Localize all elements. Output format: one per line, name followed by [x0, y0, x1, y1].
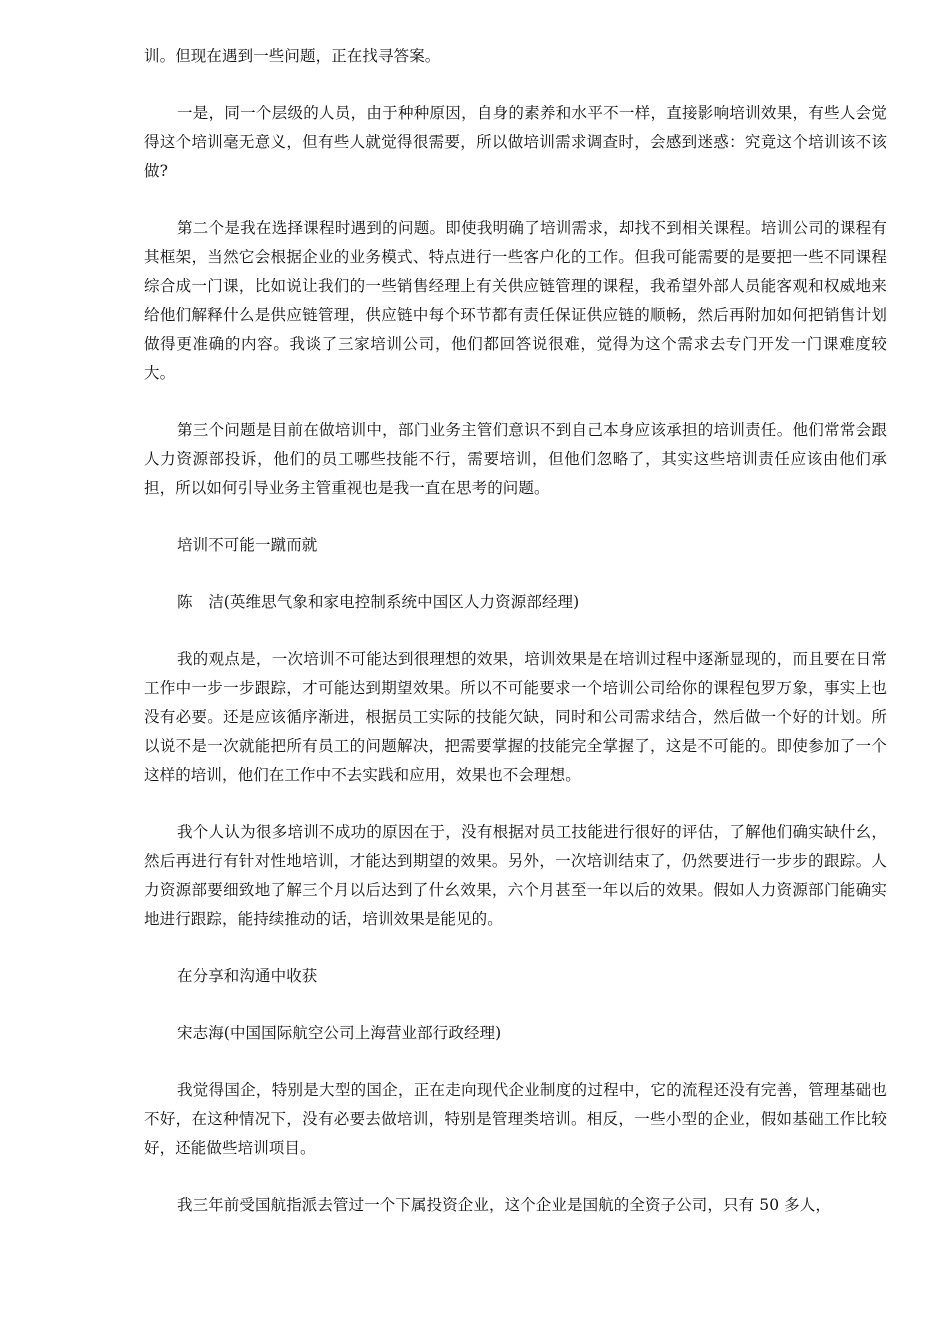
section-heading-training: 培训不可能一蹴而就 [177, 536, 318, 554]
paragraph-problem-three: 第三个问题是目前在做培训中，部门业务主管们意识不到自己本身应该承担的培训责任。他们常常会跟人力资源部投诉，他们的员工哪些技能不行，需要培训，但他们忽略了，其实这些培训责任应该由他们承担，所以如何引导业务主管重视也是我一直在思考的问题。 [144, 421, 887, 497]
paragraph-problem-two: 第二个是我在选择课程时遇到的问题。即使我明确了培训需求，却找不到相关课程。培训公司的课程有其框架，当然它会根据企业的业务模式、特点进行一些客户化的工作。但我可能需要的是要把一些不同课程综合成一门课，比如说让我们的一些销售经理上有关供应链管理的课程，我希望外部人员能客观和权威地来给他们解释什么是供应链管理，供应链中每个环节都有责任保证供应链的顺畅，然后再附加如何把销售计划做得更准确的内容。我谈了三家培训公司，他们都回答说很难，觉得为这个需求去专门开发一门课难度较大。 [144, 219, 887, 382]
speaker-chen-jie: 陈 洁(英维思气象和家电控制系统中国区人力资源部经理) [177, 593, 580, 611]
paragraph-chen-viewpoint: 我的观点是，一次培训不可能达到很理想的效果，培训效果是在培训过程中逐渐显现的，而且要在日常工作中一步一步跟踪，才可能达到期望效果。所以不可能要求一个培训公司给你的课程包罗万象，事实上也没有必要。还是应该循序渐进，根据员工实际的技能欠缺，同时和公司需求结合，然后做一个好的计划。所以说不是一次就能把所有员工的问题解决，把需要掌握的技能完全掌握了，这是不可能的。即使参加了一个这样的培训，他们在工作中不去实践和应用，效果也不会理想。 [144, 650, 887, 784]
paragraph-song-experience: 我三年前受国航指派去管过一个下属投资企业，这个企业是国航的全资子公司，只有 50 多人， [177, 1196, 831, 1214]
speaker-song-zhihai: 宋志海(中国国际航空公司上海营业部行政经理) [177, 1024, 502, 1042]
paragraph-continuation: 训。但现在遇到一些问题，正在找寻答案。 [144, 47, 441, 65]
document-page [144, 42, 887, 1220]
paragraph-problem-one: 一是，同一个层级的人员，由于种种原因，自身的素养和水平不一样，直接影响培训效果，有些人会觉得这个培训毫无意义，但有些人就觉得很需要，所以做培训需求调查时，会感到迷惑：究竟这个培训该不该做? [144, 104, 887, 180]
paragraph-song-soe: 我觉得国企，特别是大型的国企，正在走向现代企业制度的过程中，它的流程还没有完善，管理基础也不好，在这种情况下，没有必要去做培训，特别是管理类培训。相反，一些小型的企业，假如基础工作比较好，还能做些培训项目。 [144, 1081, 887, 1157]
paragraph-chen-reasons: 我个人认为很多培训不成功的原因在于，没有根据对员工技能进行很好的评估，了解他们确实缺什幺，然后再进行有针对性地培训，才能达到期望的效果。另外，一次培训结束了，仍然要进行一步步的跟踪。人力资源部要细致地了解三个月以后达到了什幺效果，六个月甚至一年以后的效果。假如人力资源部门能确实地进行跟踪，能持续推动的话，培训效果是能见的。 [144, 823, 887, 928]
section-heading-sharing: 在分享和沟通中收获 [177, 967, 318, 985]
